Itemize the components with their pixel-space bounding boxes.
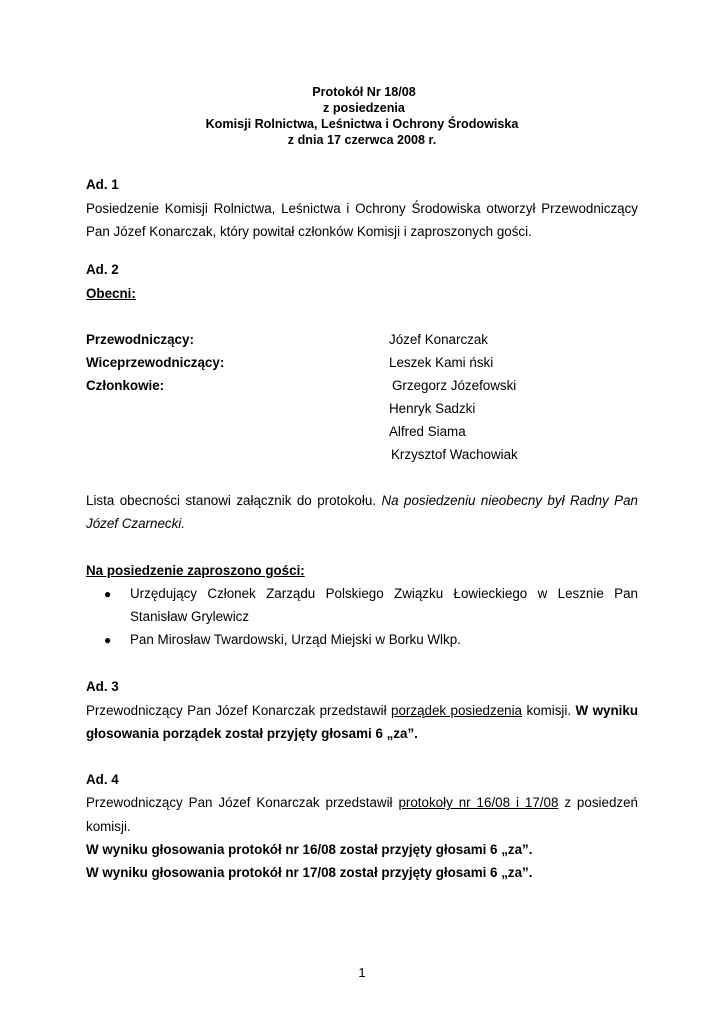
ad3-bold-a: W wyniku	[575, 703, 638, 718]
name-member-2: Henryk Sadzki	[389, 401, 476, 416]
title-line-2: z posiedzenia	[323, 101, 405, 115]
role-vice-chairman: Wiceprzewodniczący:	[86, 355, 225, 370]
guest-1-line-1: Urzędujący Członek Zarządu Polskiego Związku Łowieckiego w Lesznie Pan	[130, 586, 638, 601]
ad4-vote-2: W wyniku głosowania protokół nr 17/08 został przyjęty głosami 6 „za”.	[86, 865, 533, 880]
attendance-line-1	[86, 493, 638, 508]
protocols-link[interactable]: protokoły nr 16/08 i 17/08	[398, 795, 559, 810]
absent-text-1: Na posiedzeniu nieobecny był Radny Pan	[381, 493, 638, 508]
present-label: Obecni:	[86, 286, 136, 301]
title-line-4: z dnia 17 czerwca 2008 r.	[287, 133, 437, 147]
ad4-text-c: komisji.	[86, 819, 131, 834]
name-member-4: Krzysztof Wachowiak	[391, 447, 518, 462]
page-number: 1	[358, 965, 366, 980]
ad1-text-line-2: Pan Józef Konarczak, który powitał członków Komisji i zaproszonych gości.	[86, 224, 532, 239]
guest-2-line-1: Pan Mirosław Twardowski, Urząd Miejski w Borku Wlkp.	[130, 632, 461, 647]
ad4-vote-1: W wyniku głosowania protokół nr 16/08 został przyjęty głosami 6 „za”.	[86, 842, 533, 857]
bullet-icon: ●	[104, 587, 112, 601]
ad4-text-line-1	[86, 795, 638, 810]
ad1-text-line-1: Posiedzenie Komisji Rolnictwa, Leśnictwa i Ochrony Środowiska otworzył Przewodniczący	[86, 201, 638, 216]
name-member-1: Grzegorz Józefowski	[392, 378, 517, 393]
role-chairman: Przewodniczący:	[86, 332, 194, 347]
ad3-text-b: komisji.	[522, 703, 576, 718]
bullet-icon: ●	[104, 633, 112, 647]
ad2-heading: Ad. 2	[86, 262, 119, 277]
title-line-3: Komisji Rolnictwa, Leśnictwa i Ochrony Środowiska	[205, 117, 519, 131]
ad4-text-b: z posiedzeń	[558, 795, 638, 810]
ad1-heading: Ad. 1	[86, 177, 119, 192]
attendance-text: Lista obecności stanowi załącznik do protokołu.	[86, 493, 376, 508]
agenda-link[interactable]: porządek posiedzenia	[391, 703, 523, 718]
title-line-1: Protokół Nr 18/08	[312, 85, 416, 99]
ad3-heading: Ad. 3	[86, 679, 119, 694]
ad3-text-a: Przewodniczący Pan Józef Konarczak przedstawił	[86, 703, 392, 718]
role-members: Członkowie:	[86, 378, 165, 393]
ad4-text-a: Przewodniczący Pan Józef Konarczak przedstawił	[86, 795, 399, 810]
ad3-text-line-1	[86, 703, 638, 718]
name-member-3: Alfred Siama	[389, 424, 466, 439]
ad4-heading: Ad. 4	[86, 772, 119, 787]
ad3-bold-b: głosowania porządek został przyjęty głosami 6 „za”.	[86, 726, 418, 741]
name-vice-chairman: Leszek Kami ński	[389, 355, 494, 370]
name-chairman: Józef Konarczak	[389, 332, 488, 347]
guests-label: Na posiedzenie zaproszono gości:	[86, 563, 305, 578]
absent-text-2: Józef Czarnecki.	[86, 516, 185, 531]
document-title	[0, 84, 724, 148]
guest-1-line-2: Stanisław Grylewicz	[130, 609, 250, 624]
